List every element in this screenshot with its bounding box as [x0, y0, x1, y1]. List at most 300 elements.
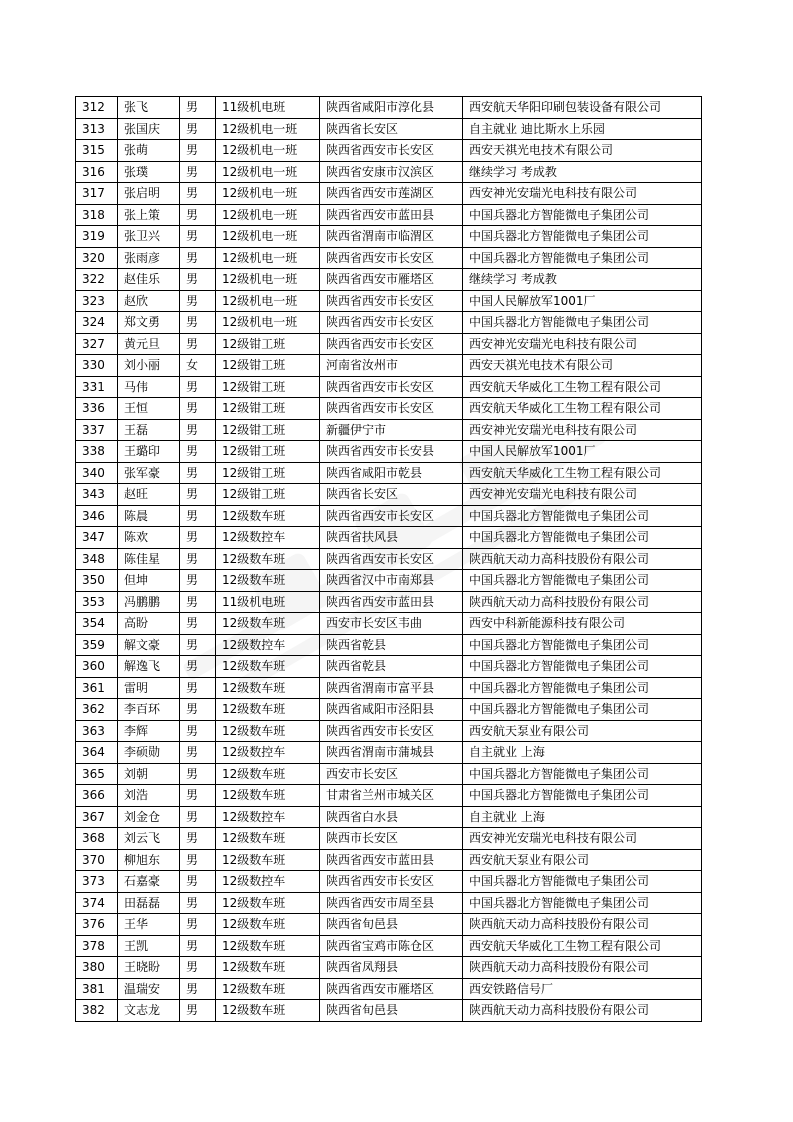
cell-student-name: 郑文勇: [118, 312, 180, 334]
cell-student-number: 324: [76, 312, 118, 334]
cell-origin: 陕西省咸阳市乾县: [320, 462, 463, 484]
cell-origin: 陕西省旬邑县: [320, 1000, 463, 1022]
cell-employer: 西安铁路信号厂: [463, 978, 702, 1000]
cell-class: 12级数车班: [216, 978, 320, 1000]
table-row: [76, 204, 702, 226]
cell-gender: 男: [180, 828, 216, 850]
cell-origin: 陕西省西安市长安区: [320, 290, 463, 312]
cell-gender: 男: [180, 978, 216, 1000]
cell-gender: 男: [180, 140, 216, 162]
table-row: [76, 1000, 702, 1022]
cell-student-number: 319: [76, 226, 118, 248]
table-row: [76, 720, 702, 742]
cell-origin: 陕西省西安市雁塔区: [320, 269, 463, 291]
cell-class: 12级数车班: [216, 548, 320, 570]
table-row: [76, 914, 702, 936]
cell-gender: 男: [180, 441, 216, 463]
cell-gender: 男: [180, 97, 216, 119]
cell-student-name: 田磊磊: [118, 892, 180, 914]
cell-class: 12级数车班: [216, 785, 320, 807]
cell-origin: 陕西省白水县: [320, 806, 463, 828]
cell-gender: 男: [180, 785, 216, 807]
cell-class: 12级数控车: [216, 806, 320, 828]
cell-class: 12级数控车: [216, 742, 320, 764]
cell-gender: 男: [180, 462, 216, 484]
cell-student-name: 马伟: [118, 376, 180, 398]
table-row: [76, 441, 702, 463]
cell-gender: 男: [180, 204, 216, 226]
cell-student-name: 张国庆: [118, 118, 180, 140]
cell-class: 12级机电一班: [216, 118, 320, 140]
cell-employer: 陕西航天动力高科技股份有限公司: [463, 957, 702, 979]
cell-class: 12级机电一班: [216, 140, 320, 162]
cell-origin: 陕西省渭南市蒲城县: [320, 742, 463, 764]
cell-origin: 陕西省宝鸡市陈仓区: [320, 935, 463, 957]
cell-student-number: 381: [76, 978, 118, 1000]
cell-gender: 男: [180, 226, 216, 248]
cell-student-name: 李百环: [118, 699, 180, 721]
cell-employer: 中国兵器北方智能微电子集团公司: [463, 312, 702, 334]
cell-gender: 男: [180, 484, 216, 506]
cell-class: 12级钳工班: [216, 484, 320, 506]
cell-employer: 中国兵器北方智能微电子集团公司: [463, 226, 702, 248]
cell-class: 12级机电一班: [216, 161, 320, 183]
table-row: [76, 484, 702, 506]
cell-class: 12级数车班: [216, 914, 320, 936]
cell-gender: 男: [180, 613, 216, 635]
table-row: [76, 161, 702, 183]
cell-class: 12级数车班: [216, 505, 320, 527]
cell-employer: 中国兵器北方智能微电子集团公司: [463, 871, 702, 893]
cell-student-name: 陈晨: [118, 505, 180, 527]
cell-student-number: 320: [76, 247, 118, 269]
cell-student-name: 张上策: [118, 204, 180, 226]
cell-gender: 男: [180, 935, 216, 957]
cell-employer: 中国兵器北方智能微电子集团公司: [463, 656, 702, 678]
cell-student-name: 王晓盼: [118, 957, 180, 979]
cell-student-number: 318: [76, 204, 118, 226]
cell-class: 12级钳工班: [216, 462, 320, 484]
cell-employer: 西安天祺光电技术有限公司: [463, 140, 702, 162]
cell-employer: 中国兵器北方智能微电子集团公司: [463, 677, 702, 699]
cell-class: 11级机电班: [216, 97, 320, 119]
cell-gender: 男: [180, 763, 216, 785]
cell-student-number: 331: [76, 376, 118, 398]
cell-origin: 陕西省乾县: [320, 656, 463, 678]
cell-class: 12级数车班: [216, 699, 320, 721]
table-row: [76, 355, 702, 377]
cell-student-number: 373: [76, 871, 118, 893]
cell-class: 12级钳工班: [216, 355, 320, 377]
cell-gender: 男: [180, 269, 216, 291]
cell-origin: 陕西省西安市蓝田县: [320, 204, 463, 226]
cell-gender: 男: [180, 570, 216, 592]
cell-origin: 陕西省咸阳市泾阳县: [320, 699, 463, 721]
cell-origin: 陕西省安康市汉滨区: [320, 161, 463, 183]
cell-student-name: 张璞: [118, 161, 180, 183]
table-row: [76, 699, 702, 721]
cell-class: 12级机电一班: [216, 269, 320, 291]
cell-student-name: 刘朝: [118, 763, 180, 785]
table-row: [76, 806, 702, 828]
cell-student-number: 343: [76, 484, 118, 506]
table-row: [76, 871, 702, 893]
cell-gender: 男: [180, 742, 216, 764]
cell-student-number: 363: [76, 720, 118, 742]
cell-employer: 中国兵器北方智能微电子集团公司: [463, 505, 702, 527]
cell-employer: 西安天祺光电技术有限公司: [463, 355, 702, 377]
cell-employer: 陕西航天动力高科技股份有限公司: [463, 591, 702, 613]
cell-class: 12级数控车: [216, 871, 320, 893]
cell-gender: 男: [180, 247, 216, 269]
cell-employer: 自主就业 上海: [463, 742, 702, 764]
cell-gender: 男: [180, 161, 216, 183]
cell-gender: 男: [180, 376, 216, 398]
cell-gender: 男: [180, 398, 216, 420]
cell-employer: 中国兵器北方智能微电子集团公司: [463, 763, 702, 785]
cell-student-name: 文志龙: [118, 1000, 180, 1022]
cell-student-number: 382: [76, 1000, 118, 1022]
cell-class: 12级数车班: [216, 849, 320, 871]
cell-employer: 西安航天华阳印刷包装设备有限公司: [463, 97, 702, 119]
cell-student-name: 刘小丽: [118, 355, 180, 377]
cell-student-number: 380: [76, 957, 118, 979]
cell-student-number: 327: [76, 333, 118, 355]
cell-student-number: 340: [76, 462, 118, 484]
table-row: [76, 935, 702, 957]
cell-class: 12级数车班: [216, 957, 320, 979]
cell-student-number: 336: [76, 398, 118, 420]
cell-employer: 陕西航天动力高科技股份有限公司: [463, 914, 702, 936]
cell-employer: 中国兵器北方智能微电子集团公司: [463, 570, 702, 592]
cell-student-number: 376: [76, 914, 118, 936]
cell-student-number: 378: [76, 935, 118, 957]
cell-origin: 陕西省长安区: [320, 118, 463, 140]
cell-student-name: 张飞: [118, 97, 180, 119]
cell-origin: 陕西省渭南市富平县: [320, 677, 463, 699]
cell-class: 12级钳工班: [216, 376, 320, 398]
cell-student-name: 王璐印: [118, 441, 180, 463]
table-row: [76, 763, 702, 785]
table-row: [76, 957, 702, 979]
cell-employer: 中国兵器北方智能微电子集团公司: [463, 247, 702, 269]
cell-student-number: 348: [76, 548, 118, 570]
cell-employer: 陕西航天动力高科技股份有限公司: [463, 548, 702, 570]
cell-employer: 中国兵器北方智能微电子集团公司: [463, 699, 702, 721]
cell-student-number: 337: [76, 419, 118, 441]
cell-employer: 继续学习 考成教: [463, 161, 702, 183]
cell-gender: 男: [180, 634, 216, 656]
cell-student-number: 312: [76, 97, 118, 119]
cell-origin: 陕西省西安市长安县: [320, 441, 463, 463]
cell-class: 12级机电一班: [216, 204, 320, 226]
cell-employer: 陕西航天动力高科技股份有限公司: [463, 1000, 702, 1022]
cell-student-number: 350: [76, 570, 118, 592]
cell-gender: 男: [180, 548, 216, 570]
cell-class: 12级数车班: [216, 570, 320, 592]
cell-gender: 男: [180, 333, 216, 355]
table-row: [76, 570, 702, 592]
cell-student-name: 刘金仓: [118, 806, 180, 828]
roster-body: [76, 97, 702, 1022]
table-row: [76, 634, 702, 656]
cell-gender: 男: [180, 183, 216, 205]
cell-gender: 男: [180, 1000, 216, 1022]
cell-student-name: 陈欢: [118, 527, 180, 549]
cell-student-name: 刘云飞: [118, 828, 180, 850]
cell-origin: 陕西省西安市长安区: [320, 247, 463, 269]
cell-employer: 西安神光安瑞光电科技有限公司: [463, 484, 702, 506]
cell-student-number: 338: [76, 441, 118, 463]
cell-origin: 陕西省旬邑县: [320, 914, 463, 936]
cell-student-name: 王恒: [118, 398, 180, 420]
cell-student-number: 368: [76, 828, 118, 850]
table-row: [76, 677, 702, 699]
cell-student-name: 雷明: [118, 677, 180, 699]
cell-origin: 陕西省西安市长安区: [320, 505, 463, 527]
cell-origin: 陕西省西安市长安区: [320, 720, 463, 742]
cell-employer: 中国兵器北方智能微电子集团公司: [463, 785, 702, 807]
cell-origin: 西安市长安区韦曲: [320, 613, 463, 635]
cell-employer: 西安神光安瑞光电科技有限公司: [463, 419, 702, 441]
cell-student-number: 362: [76, 699, 118, 721]
cell-class: 12级数车班: [216, 892, 320, 914]
cell-student-number: 330: [76, 355, 118, 377]
table-row: [76, 591, 702, 613]
cell-gender: 男: [180, 957, 216, 979]
table-row: [76, 419, 702, 441]
cell-student-number: 313: [76, 118, 118, 140]
cell-student-number: 323: [76, 290, 118, 312]
cell-origin: 新疆伊宁市: [320, 419, 463, 441]
cell-class: 12级数车班: [216, 720, 320, 742]
cell-origin: 陕西省西安市长安区: [320, 333, 463, 355]
cell-origin: 陕西省西安市雁塔区: [320, 978, 463, 1000]
cell-student-name: 王华: [118, 914, 180, 936]
cell-gender: 男: [180, 505, 216, 527]
cell-employer: 中国兵器北方智能微电子集团公司: [463, 527, 702, 549]
table-row: [76, 892, 702, 914]
cell-student-number: 353: [76, 591, 118, 613]
cell-origin: 西安市长安区: [320, 763, 463, 785]
cell-gender: 男: [180, 849, 216, 871]
cell-origin: 陕西省西安市长安区: [320, 871, 463, 893]
cell-student-name: 张雨彦: [118, 247, 180, 269]
cell-origin: 河南省汝州市: [320, 355, 463, 377]
cell-class: 12级钳工班: [216, 398, 320, 420]
cell-origin: 陕西省西安市长安区: [320, 312, 463, 334]
cell-class: 12级钳工班: [216, 333, 320, 355]
table-row: [76, 828, 702, 850]
cell-employer: 继续学习 考成教: [463, 269, 702, 291]
cell-origin: 陕西省西安市长安区: [320, 398, 463, 420]
cell-student-number: 347: [76, 527, 118, 549]
table-row: [76, 183, 702, 205]
table-row: [76, 269, 702, 291]
cell-student-name: 柳旭东: [118, 849, 180, 871]
cell-gender: 男: [180, 806, 216, 828]
cell-student-name: 王凯: [118, 935, 180, 957]
cell-student-name: 张启明: [118, 183, 180, 205]
cell-class: 12级机电一班: [216, 247, 320, 269]
cell-class: 11级机电班: [216, 591, 320, 613]
table-row: [76, 785, 702, 807]
table-row: [76, 226, 702, 248]
cell-gender: 男: [180, 312, 216, 334]
table-row: [76, 656, 702, 678]
table-row: [76, 505, 702, 527]
cell-student-number: 316: [76, 161, 118, 183]
cell-student-name: 陈佳星: [118, 548, 180, 570]
cell-student-name: 张军豪: [118, 462, 180, 484]
cell-student-name: 赵旺: [118, 484, 180, 506]
cell-student-number: 360: [76, 656, 118, 678]
cell-origin: 陕西省汉中市南郑县: [320, 570, 463, 592]
cell-employer: 西安航天华威化工生物工程有限公司: [463, 398, 702, 420]
cell-student-name: 李硕勋: [118, 742, 180, 764]
cell-student-name: 张萌: [118, 140, 180, 162]
cell-class: 12级数控车: [216, 634, 320, 656]
cell-class: 12级数车班: [216, 763, 320, 785]
table-row: [76, 97, 702, 119]
cell-origin: 陕西省长安区: [320, 484, 463, 506]
cell-student-number: 359: [76, 634, 118, 656]
cell-employer: 自主就业 迪比斯水上乐园: [463, 118, 702, 140]
cell-origin: 陕西省西安市周至县: [320, 892, 463, 914]
cell-employer: 西安航天泵业有限公司: [463, 849, 702, 871]
cell-gender: 男: [180, 118, 216, 140]
cell-student-name: 解逸飞: [118, 656, 180, 678]
cell-employer: 西安神光安瑞光电科技有限公司: [463, 333, 702, 355]
cell-student-name: 赵欣: [118, 290, 180, 312]
cell-gender: 男: [180, 720, 216, 742]
cell-gender: 男: [180, 892, 216, 914]
cell-gender: 男: [180, 699, 216, 721]
table-row: [76, 398, 702, 420]
cell-class: 12级数车班: [216, 656, 320, 678]
cell-student-number: 354: [76, 613, 118, 635]
cell-class: 12级数车班: [216, 1000, 320, 1022]
cell-origin: 陕西省西安市莲湖区: [320, 183, 463, 205]
cell-student-number: 366: [76, 785, 118, 807]
cell-student-number: 322: [76, 269, 118, 291]
cell-class: 12级数车班: [216, 828, 320, 850]
cell-class: 12级钳工班: [216, 441, 320, 463]
cell-employer: 西安航天泵业有限公司: [463, 720, 702, 742]
cell-student-name: 解文豪: [118, 634, 180, 656]
graduate-roster-table: [75, 96, 702, 1022]
cell-employer: 西安神光安瑞光电科技有限公司: [463, 828, 702, 850]
table-row: [76, 548, 702, 570]
cell-origin: 陕西省扶风县: [320, 527, 463, 549]
table-row: [76, 613, 702, 635]
table-row: [76, 140, 702, 162]
cell-employer: 西安神光安瑞光电科技有限公司: [463, 183, 702, 205]
cell-employer: 西安航天华威化工生物工程有限公司: [463, 935, 702, 957]
cell-student-number: 364: [76, 742, 118, 764]
cell-employer: 中国兵器北方智能微电子集团公司: [463, 892, 702, 914]
cell-employer: 自主就业 上海: [463, 806, 702, 828]
table-row: [76, 849, 702, 871]
cell-origin: 陕西省渭南市临渭区: [320, 226, 463, 248]
cell-class: 12级机电一班: [216, 226, 320, 248]
cell-class: 12级机电一班: [216, 290, 320, 312]
cell-gender: 男: [180, 290, 216, 312]
cell-class: 12级数控车: [216, 527, 320, 549]
cell-student-name: 赵佳乐: [118, 269, 180, 291]
cell-origin: 陕西省西安市长安区: [320, 140, 463, 162]
cell-student-name: 冯鹏鹏: [118, 591, 180, 613]
cell-student-name: 但坤: [118, 570, 180, 592]
table-row: [76, 312, 702, 334]
cell-class: 12级数车班: [216, 677, 320, 699]
cell-employer: 中国人民解放军1001厂: [463, 290, 702, 312]
table-row: [76, 462, 702, 484]
cell-gender: 男: [180, 677, 216, 699]
table-row: [76, 290, 702, 312]
cell-student-number: 374: [76, 892, 118, 914]
table-row: [76, 742, 702, 764]
cell-student-number: 367: [76, 806, 118, 828]
cell-origin: 陕西省乾县: [320, 634, 463, 656]
cell-origin: 陕西市长安区: [320, 828, 463, 850]
table-row: [76, 247, 702, 269]
cell-gender: 女: [180, 355, 216, 377]
cell-student-number: 370: [76, 849, 118, 871]
cell-class: 12级钳工班: [216, 419, 320, 441]
cell-student-number: 365: [76, 763, 118, 785]
cell-student-number: 361: [76, 677, 118, 699]
cell-origin: 陕西省西安市长安区: [320, 376, 463, 398]
cell-origin: 陕西省凤翔县: [320, 957, 463, 979]
table-row: [76, 118, 702, 140]
cell-origin: 陕西省西安市蓝田县: [320, 849, 463, 871]
cell-class: 12级机电一班: [216, 183, 320, 205]
table-row: [76, 978, 702, 1000]
cell-employer: 中国兵器北方智能微电子集团公司: [463, 634, 702, 656]
cell-student-name: 温瑞安: [118, 978, 180, 1000]
table-row: [76, 376, 702, 398]
cell-student-name: 王磊: [118, 419, 180, 441]
cell-origin: 陕西省西安市蓝田县: [320, 591, 463, 613]
cell-gender: 男: [180, 914, 216, 936]
cell-origin: 陕西省咸阳市淳化县: [320, 97, 463, 119]
table-row: [76, 333, 702, 355]
cell-class: 12级数车班: [216, 613, 320, 635]
cell-student-name: 张卫兴: [118, 226, 180, 248]
cell-gender: 男: [180, 527, 216, 549]
cell-gender: 男: [180, 591, 216, 613]
cell-origin: 陕西省西安市长安区: [320, 548, 463, 570]
cell-gender: 男: [180, 656, 216, 678]
cell-student-number: 315: [76, 140, 118, 162]
cell-employer: 中国人民解放军1001厂: [463, 441, 702, 463]
cell-student-number: 317: [76, 183, 118, 205]
cell-employer: 西安航天华威化工生物工程有限公司: [463, 462, 702, 484]
cell-gender: 男: [180, 419, 216, 441]
cell-student-name: 高盼: [118, 613, 180, 635]
cell-employer: 西安中科新能源科技有限公司: [463, 613, 702, 635]
cell-student-name: 李辉: [118, 720, 180, 742]
cell-employer: 中国兵器北方智能微电子集团公司: [463, 204, 702, 226]
cell-employer: 西安航天华威化工生物工程有限公司: [463, 376, 702, 398]
cell-student-name: 刘浩: [118, 785, 180, 807]
cell-student-number: 346: [76, 505, 118, 527]
cell-student-name: 石嘉豪: [118, 871, 180, 893]
cell-origin: 甘肃省兰州市城关区: [320, 785, 463, 807]
table-row: [76, 527, 702, 549]
cell-class: 12级数车班: [216, 935, 320, 957]
